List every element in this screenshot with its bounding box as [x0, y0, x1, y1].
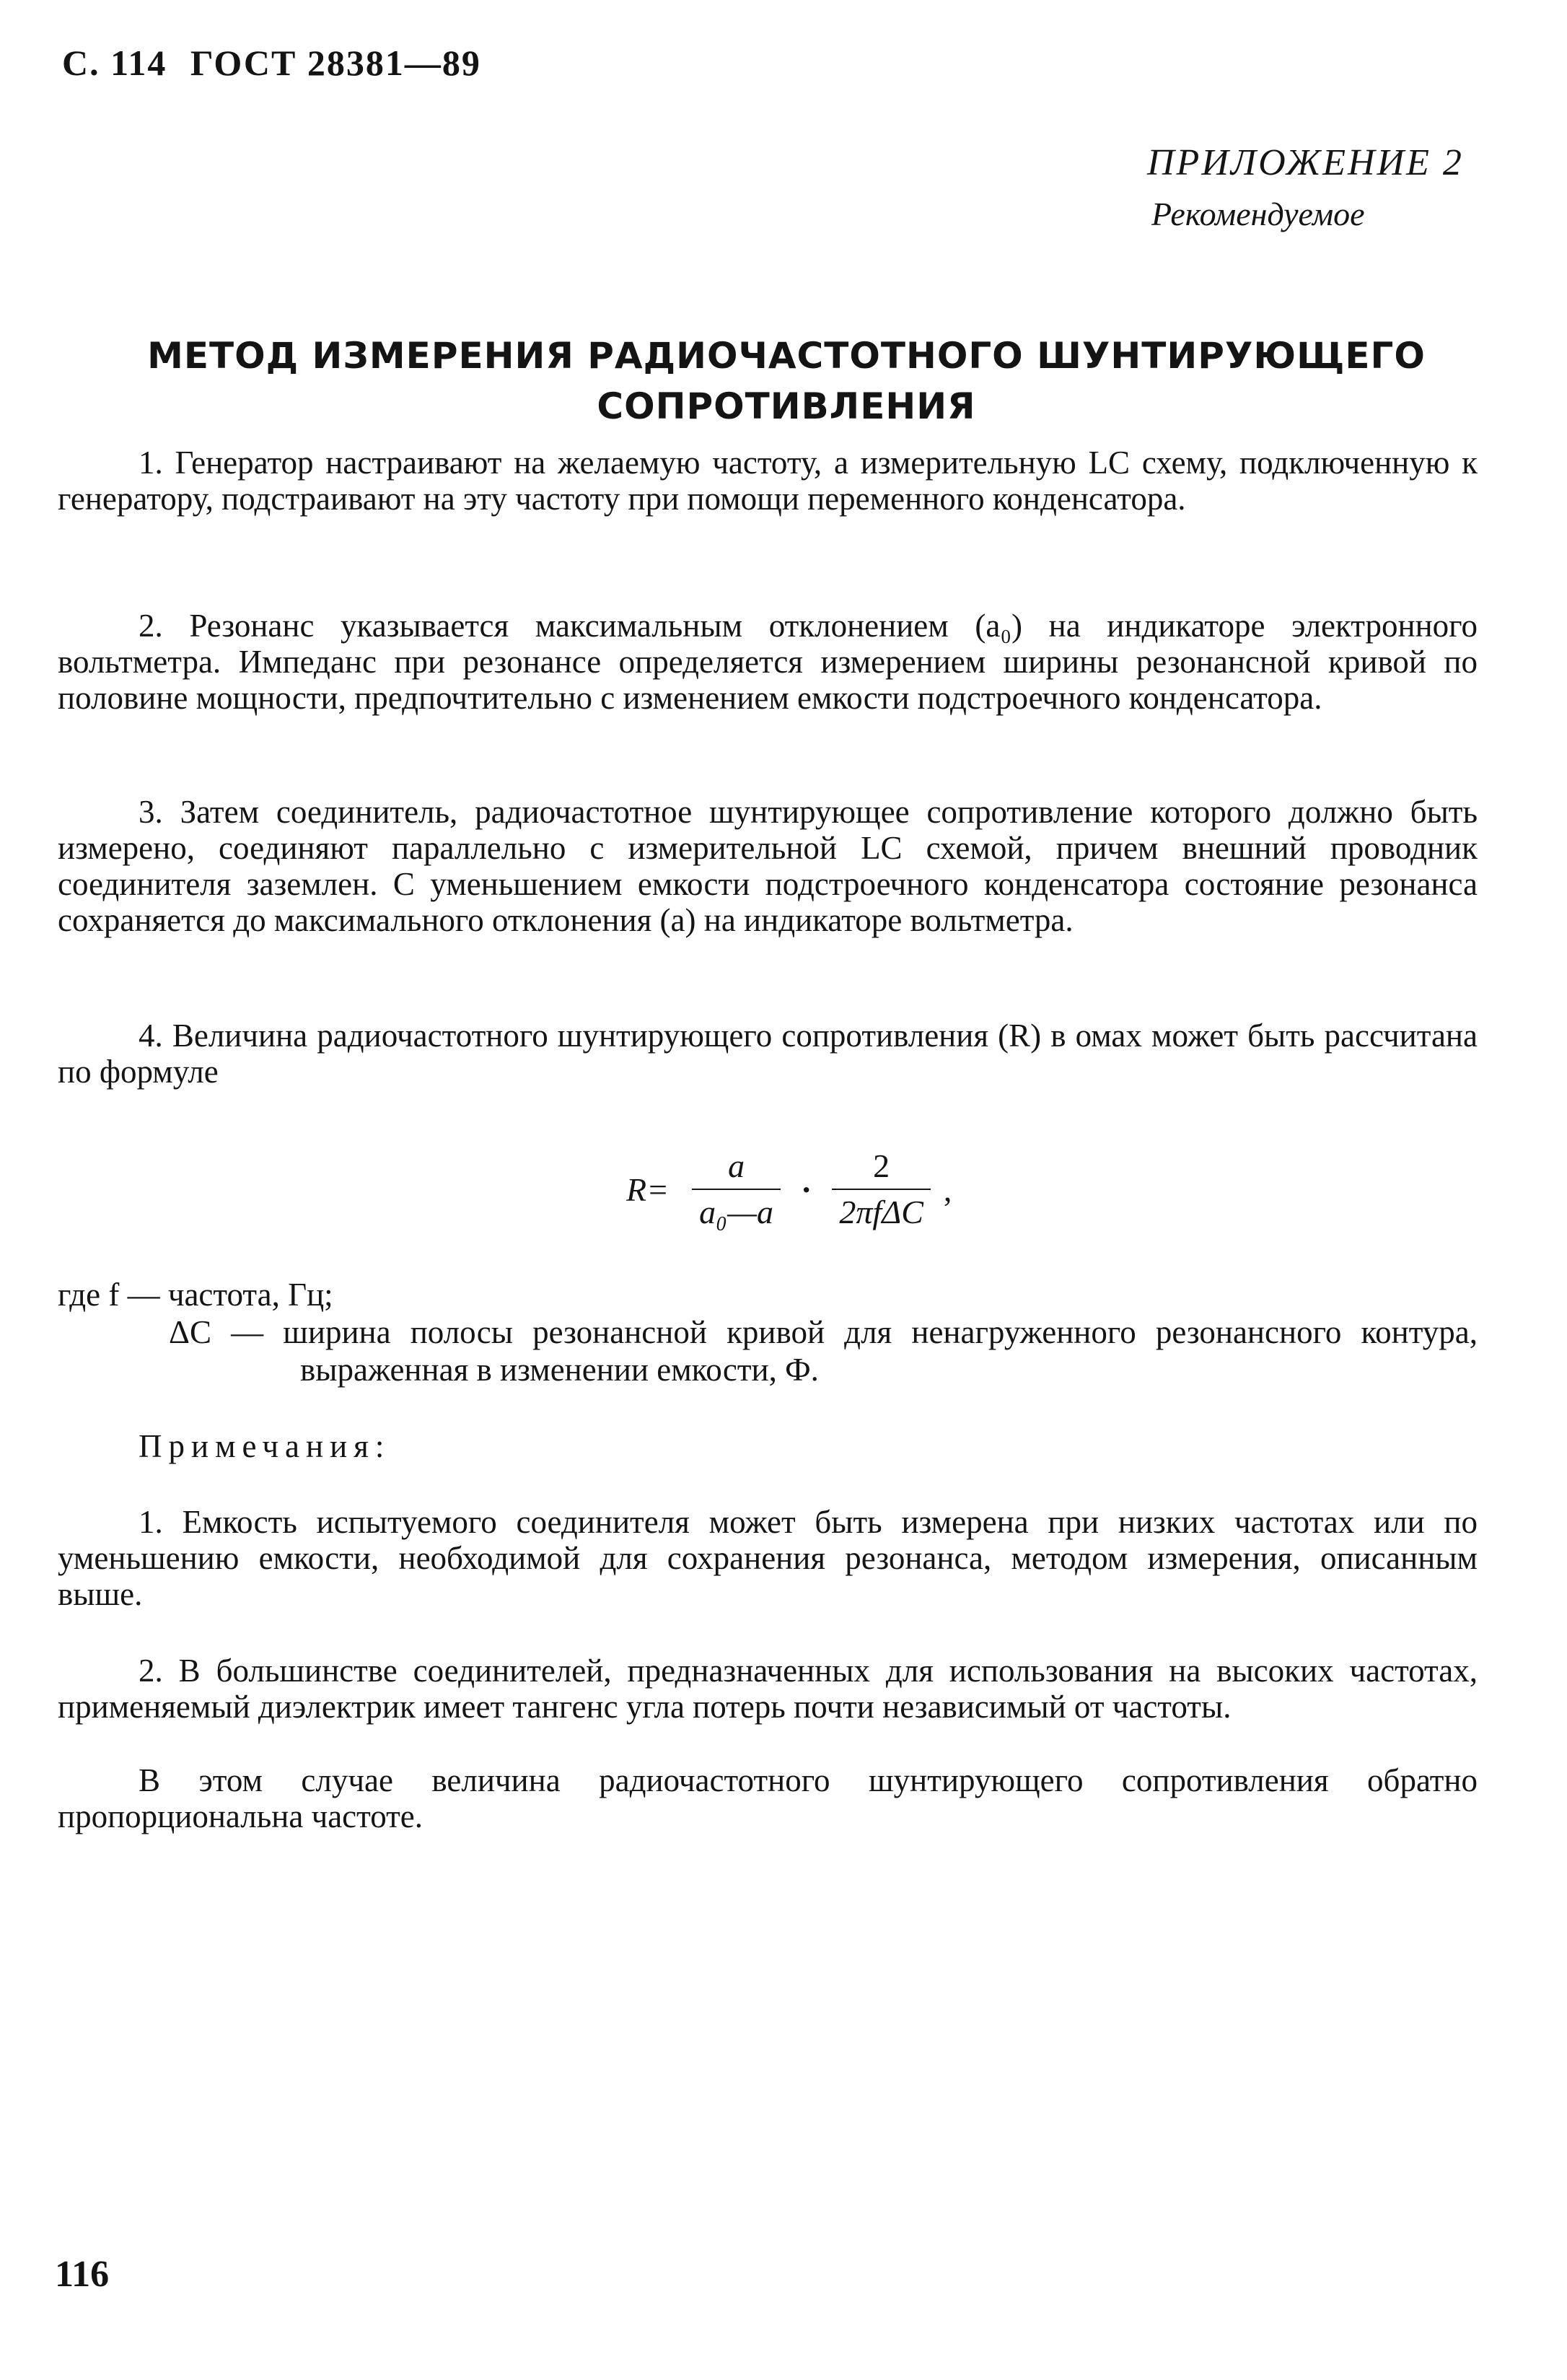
- note-1: [58, 1504, 1478, 1612]
- section-title: [65, 331, 1508, 432]
- paragraph-4: [58, 1018, 1478, 1090]
- legend-delta-c: ΔC — ширина полосы резонансной кривой для ненагруженного резонансного контура, выраженная в изменении емкости, Ф.: [169, 1314, 1478, 1388]
- note-1-text: 1. Емкость испытуемого соединителя может быть измерена при низких частотах или по уменьшению емкости, необходимой для сохранения резонанса, методом измерения, описанным выше.: [58, 1504, 1478, 1612]
- notes-heading: Примечания:: [139, 1428, 391, 1464]
- formula-multiply-dot: ·: [801, 1171, 812, 1208]
- legend-frequency: где f — частота, Гц;: [58, 1277, 333, 1313]
- fraction-2-numerator: 2: [873, 1147, 890, 1184]
- formula-lhs: R=: [626, 1171, 670, 1208]
- formula-legend: [58, 1276, 1478, 1388]
- fraction-1-denominator: a₀—a: [692, 1189, 781, 1235]
- paragraph-3-text: 3. Затем соединитель, радиочастотное шунтирующее сопротивление которого должно быть измерено, соединяют параллельно с измерительной LC схемой, причем внешний проводник соединителя заземлен. С уменьшением емкости подстроечного конденсатора состояние резонанса сохраняется до максимального отклонения (a) на индикаторе вольтметра.: [58, 794, 1478, 938]
- paragraph-3: [58, 794, 1478, 938]
- formula-fraction-1: [692, 1144, 781, 1235]
- title-line-1: МЕТОД ИЗМЕРЕНИЯ РАДИОЧАСТОТНОГО ШУНТИРУЮЩЕГО: [147, 335, 1426, 377]
- formula-tail: ,: [943, 1171, 952, 1208]
- fraction-1-numerator: a: [728, 1147, 745, 1184]
- note-2-continuation-text: В этом случае величина радиочастотного шунтирующего сопротивления обратно пропорциональна частоте.: [58, 1762, 1478, 1834]
- page-number: 116: [55, 2254, 110, 2295]
- paragraph-2-text: 2. Резонанс указывается максимальным отклонением (a₀) на индикаторе электронного вольтметра. Импеданс при резонансе определяется измерением ширины резонансной кривой по половине мощности, предпочтительно с изменением емкости подстроечного конденсатора.: [58, 608, 1478, 716]
- standard-number: ГОСТ 28381—89: [190, 43, 481, 83]
- note-2: [58, 1653, 1478, 1725]
- formula-fraction-2: [832, 1144, 931, 1235]
- running-header: [62, 42, 494, 84]
- appendix-label: ПРИЛОЖЕНИЕ 2: [1147, 142, 1464, 183]
- paragraph-1: [58, 445, 1478, 517]
- note-2-continuation: [58, 1762, 1478, 1834]
- fraction-2-denominator: 2πfΔC: [832, 1189, 931, 1235]
- note-2-text: 2. В большинстве соединителей, предназначенных для использования на высоких частотах, применяемый диэлектрик имеет тангенс угла потерь почти независимый от частоты.: [58, 1653, 1478, 1725]
- title-line-2: СОПРОТИВЛЕНИЯ: [597, 385, 976, 427]
- paragraph-1-text: 1. Генератор настраивают на желаемую частоту, а измерительную LC схему, подключенную к генератору, подстраивают на эту частоту при помощи переменного конденсатора.: [58, 445, 1478, 517]
- page-reference: С. 114: [62, 43, 167, 83]
- appendix-block: [1147, 137, 1486, 240]
- paragraph-4-text: 4. Величина радиочастотного шунтирующего сопротивления (R) в омах может быть рассчитана по формуле: [58, 1018, 1478, 1090]
- appendix-status: Рекомендуемое: [1151, 196, 1365, 232]
- paragraph-2: [58, 608, 1478, 716]
- resistance-formula: [626, 1132, 952, 1247]
